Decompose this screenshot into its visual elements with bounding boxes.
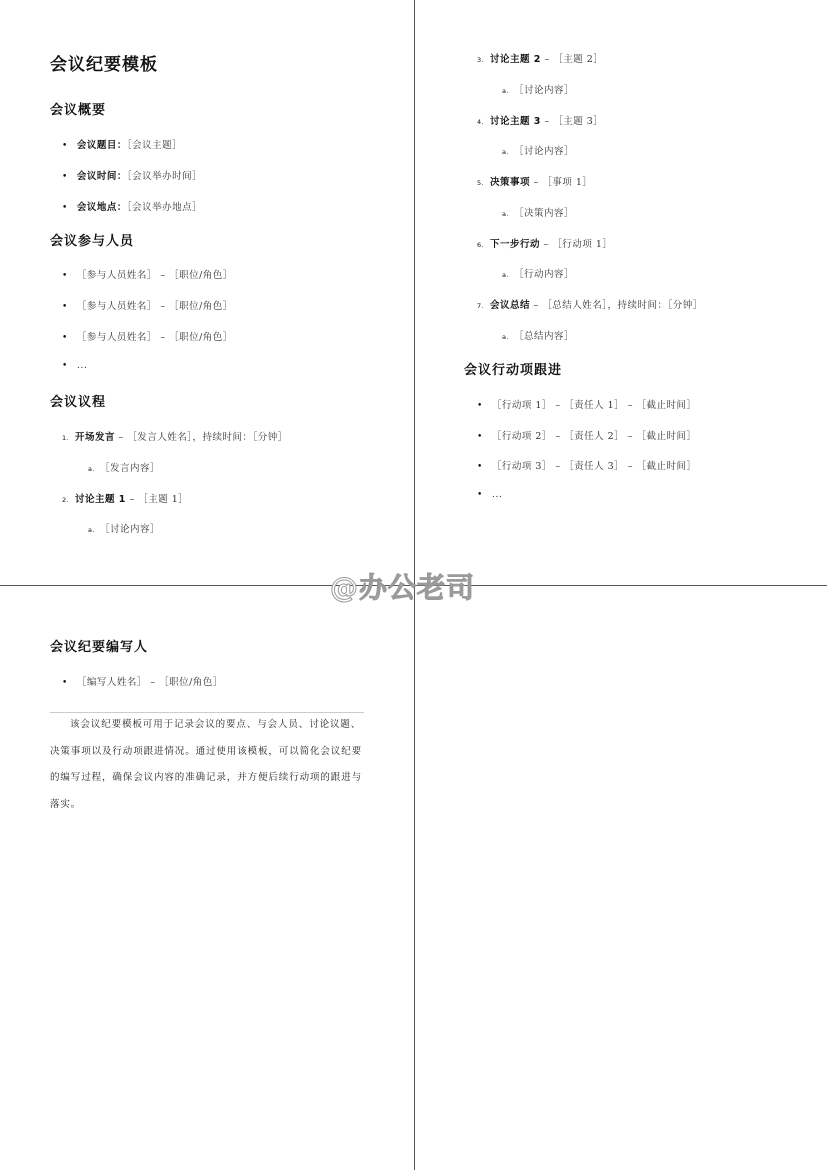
writer-heading: 会议纪要编写人 bbox=[50, 640, 149, 655]
agenda-item-1: 1. 开场发言 – ［发言人姓名］，持续时间：［分钟］ bbox=[62, 432, 288, 443]
agenda-item-6-sub: a. ［行动内容］ bbox=[502, 269, 575, 280]
agenda-item-4: 4. 讨论主题 3 – ［主题 3］ bbox=[477, 116, 604, 127]
overview-heading: 会议概要 bbox=[50, 103, 107, 118]
overview-item-location: • 会议地点：［会议举办地点］ bbox=[62, 202, 203, 213]
page-1 bbox=[0, 0, 414, 585]
agenda-item-2-sub: a. ［讨论内容］ bbox=[88, 524, 161, 535]
participant-item: • ［参与人员姓名］ – ［职位/角色］ bbox=[62, 270, 233, 281]
agenda-item-5: 5. 决策事项 – ［事项 1］ bbox=[477, 177, 593, 188]
participant-item-ellipsis: • ... bbox=[62, 360, 88, 371]
overview-item-time: • 会议时间：［会议举办时间］ bbox=[62, 171, 203, 182]
writer-item: • ［编写人姓名］ – ［职位/角色］ bbox=[62, 677, 223, 688]
agenda-item-3: 3. 讨论主题 2 – ［主题 2］ bbox=[477, 54, 604, 65]
page-2 bbox=[415, 0, 827, 585]
followup-heading: 会议行动项跟进 bbox=[464, 363, 563, 378]
participants-heading: 会议参与人员 bbox=[50, 234, 135, 249]
participant-item: • ［参与人员姓名］ – ［职位/角色］ bbox=[62, 301, 233, 312]
followup-item-ellipsis: • ... bbox=[477, 489, 503, 500]
agenda-item-1-sub: a. ［发言内容］ bbox=[88, 463, 161, 474]
page-4 bbox=[415, 586, 827, 1170]
agenda-heading: 会议议程 bbox=[50, 395, 107, 410]
page-3 bbox=[0, 586, 414, 1170]
agenda-item-2: 2. 讨论主题 1 – ［主题 1］ bbox=[62, 494, 189, 505]
agenda-item-5-sub: a. ［决策内容］ bbox=[502, 208, 575, 219]
template-description: 该会议纪要模板可用于记录会议的要点、与会人员、讨论议题、决策事项以及行动项跟进情况。通过使用该模板，可以简化会议纪要的编写过程，确保会议内容的准确记录，并方便后续行动项的跟进与落实。 bbox=[50, 719, 363, 810]
agenda-item-7: 7. 会议总结 – ［总结人姓名］，持续时间：［分钟］ bbox=[477, 300, 703, 311]
agenda-item-4-sub: a. ［讨论内容］ bbox=[502, 146, 575, 157]
overview-item-topic: • 会议题目：［会议主题］ bbox=[62, 140, 183, 151]
agenda-item-3-sub: a. ［讨论内容］ bbox=[502, 85, 575, 96]
agenda-item-6: 6. 下一步行动 – ［行动项 1］ bbox=[477, 239, 613, 250]
followup-item: • ［行动项 1］ – ［责任人 1］ – ［截止时间］ bbox=[477, 400, 697, 411]
followup-item: • ［行动项 3］ – ［责任人 3］ – ［截止时间］ bbox=[477, 461, 697, 472]
document-title: 会议纪要模板 bbox=[50, 55, 158, 75]
watermark: @办公老司 bbox=[330, 571, 476, 604]
agenda-item-7-sub: a. ［总结内容］ bbox=[502, 331, 575, 342]
participant-item: • ［参与人员姓名］ – ［职位/角色］ bbox=[62, 332, 233, 343]
followup-item: • ［行动项 2］ – ［责任人 2］ – ［截止时间］ bbox=[477, 431, 697, 442]
